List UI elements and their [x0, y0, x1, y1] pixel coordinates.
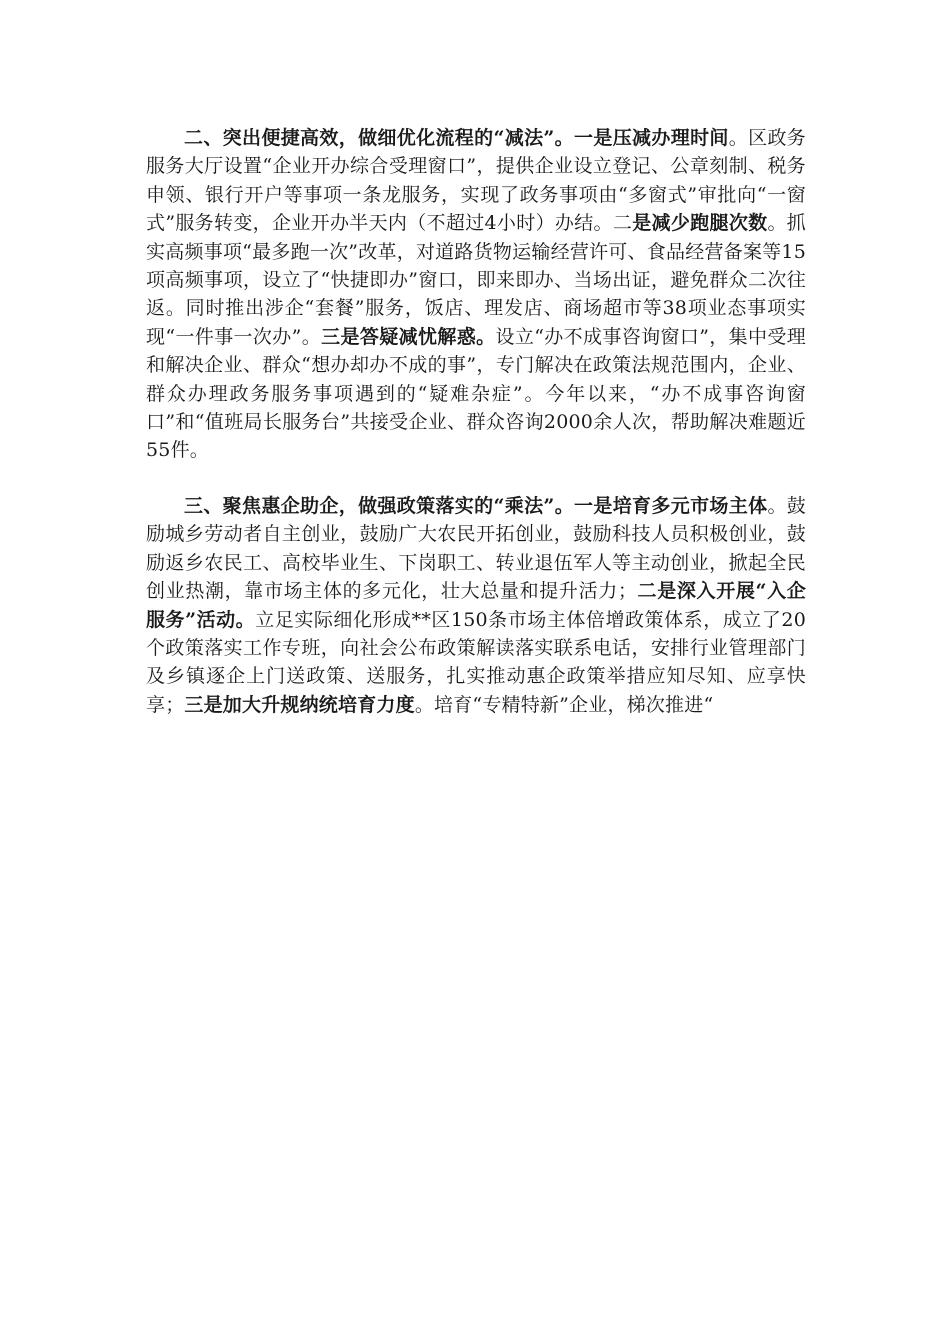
- paragraph-text: 。鼓励城乡劳动者自主创业，鼓励广大农民开拓创业，鼓励科技人员积极创业，鼓励返乡农民工、高校毕业生、下岗职工、转业退伍军人等主动创业，掀起全民创业热潮，靠市场主体的多元化，壮大总量和提升活力；: [146, 494, 806, 603]
- paragraph-text: 。区政务服务大厅设置“企业开办综合受理窗口”，提供企业设立登记、公章刻制、税务申领、银行开户等事项一条龙服务，实现了政务事项由“多窗式”审批向“一窗式”服务转变，企业开办半天内（不超过4小时）办结。二: [146, 127, 806, 235]
- paragraph-text: 立足实际细化形成**区150条市场主体倍增政策体系，成立了20个政策落实工作专班，向社会公布政策解读落实联系电话，安排行业管理部门及乡镇逐企上门送政策、送服务，扎实推动惠企政策举措应知尽知、应享快享；: [146, 608, 806, 716]
- document-body: [146, 124, 806, 719]
- paragraph-text: 。抓实高频事项“最多跑一次”改革，对道路货物运输经营许可、食品经营备案等15项高频事项，设立了“快捷即办”窗口，即来即办、当场出证，避免群众二次往返。同时推出涉企“套餐”服务，饭店、理发店、商场超市等38项业态事项实现“一件事一次办”。: [146, 212, 806, 348]
- subheading-enterprise-service: 二是深入开展“入企服务”活动。: [146, 580, 806, 631]
- paragraph-policy-implementation: [146, 492, 806, 719]
- subheading-answer-questions: 三是答疑减忧解惑。: [321, 325, 496, 348]
- paragraph-text: 。培育“专精特新”企业，梯次推进“: [414, 693, 714, 716]
- heading-section-three: 三、聚焦惠企助企，做强政策落实的“乘法”。一是培育多元市场主体: [184, 494, 768, 517]
- paragraph-text: 设立“办不成事咨询窗口”，集中受理和解决企业、群众“想办却办不成的事”，专门解决在政策法规范围内，企业、群众办理政务服务事项遇到的“疑难杂症”。今年以来，“办不成事咨询窗口”和“值班局长服务台”共接受企业、群众咨询2000余人次，帮助解决难题近55件。: [146, 325, 806, 462]
- subheading-scale-cultivation: 三是加大升规纳统培育力度: [184, 693, 415, 716]
- subheading-reduce-trips: 是减少跑腿次数: [632, 212, 768, 235]
- paragraph-streamline-process: [146, 124, 806, 465]
- heading-section-two: 二、突出便捷高效，做细优化流程的“减法”。一是压减办理时间: [184, 127, 729, 149]
